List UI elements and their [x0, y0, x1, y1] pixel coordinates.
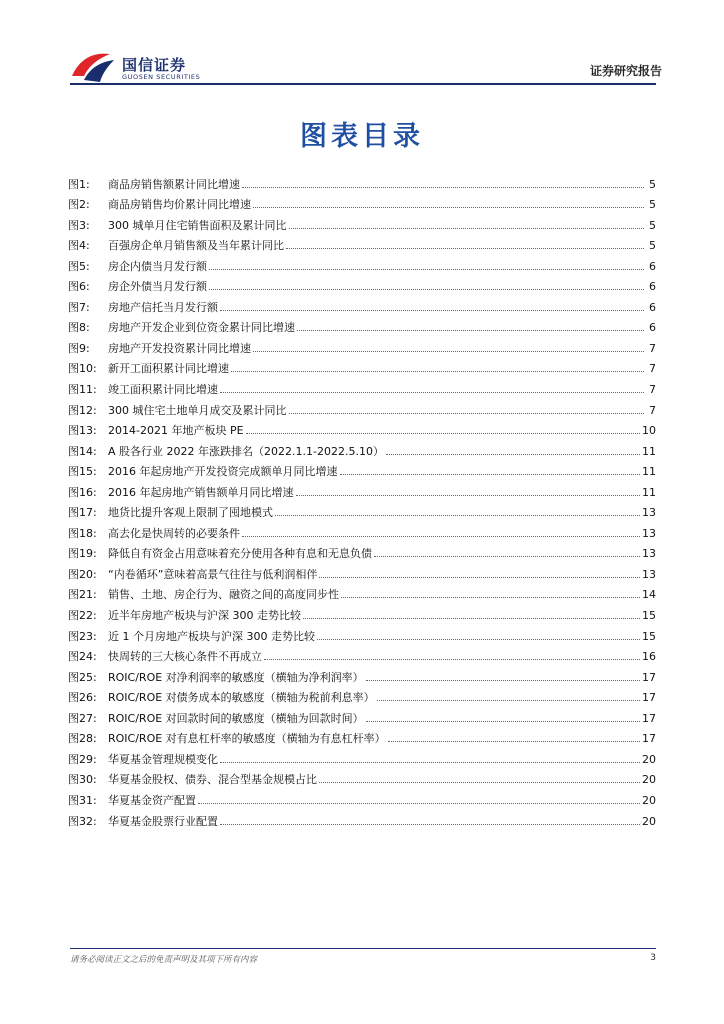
- toc-entry-page: 13: [642, 526, 656, 540]
- toc-entry[interactable]: [68, 478, 656, 499]
- toc-entry-title: 降低自有资金占用意味着充分使用各种有息和无息负债: [108, 547, 372, 561]
- toc-leader-dots: [374, 555, 640, 557]
- toc-leader-dots: [317, 638, 640, 640]
- toc-entry-title: A 股各行业 2022 年涨跌排名（2022.1.1-2022.5.10）: [108, 444, 384, 458]
- toc-entry-page: 7: [649, 341, 656, 355]
- toc-entry-page: 17: [642, 691, 656, 705]
- toc-leader-dots: [253, 350, 644, 352]
- toc-entry-label: 图25:: [68, 670, 97, 684]
- toc-entry[interactable]: [68, 458, 656, 479]
- toc-leader-dots: [286, 247, 644, 249]
- toc-entry[interactable]: [68, 252, 656, 273]
- toc-leader-dots: [340, 473, 641, 475]
- logo-chinese-name: 国信证券: [122, 56, 187, 74]
- toc-entry-title: 房地产开发投资累计同比增速: [108, 341, 251, 355]
- toc-entry[interactable]: [68, 499, 656, 520]
- toc-entry[interactable]: [68, 622, 656, 643]
- toc-entry-label: 图7:: [68, 300, 90, 314]
- toc-entry[interactable]: [68, 437, 656, 458]
- toc-entry-title: 近 1 个月房地产板块与沪深 300 走势比较: [108, 629, 315, 643]
- toc-entry-page: 7: [649, 383, 656, 397]
- toc-entry-title: 商品房销售额累计同比增速: [108, 177, 240, 191]
- toc-entry-title: “内卷循环”意味着高景气往往与低利润相伴: [108, 567, 318, 581]
- company-logo: [70, 50, 210, 86]
- toc-entry-page: 7: [649, 362, 656, 376]
- figure-list: [68, 170, 656, 828]
- toc-leader-dots: [209, 288, 644, 290]
- toc-entry[interactable]: [68, 540, 656, 561]
- toc-entry-title: 新开工面积累计同比增速: [108, 362, 229, 376]
- toc-entry-page: 14: [642, 588, 656, 602]
- toc-leader-dots: [253, 206, 644, 208]
- toc-entry[interactable]: [68, 273, 656, 294]
- toc-leader-dots: [231, 370, 644, 372]
- toc-entry-title: ROIC/ROE 对回款时间的敏感度（横轴为回款时间）: [108, 711, 364, 725]
- toc-entry[interactable]: [68, 807, 656, 828]
- toc-entry-page: 16: [642, 650, 656, 664]
- toc-entry-label: 图4:: [68, 239, 90, 253]
- toc-entry-page: 20: [642, 752, 656, 766]
- toc-entry-page: 11: [642, 465, 656, 479]
- toc-entry[interactable]: [68, 293, 656, 314]
- toc-entry[interactable]: [68, 375, 656, 396]
- toc-leader-dots: [386, 453, 640, 455]
- report-type-label: 证券研究报告: [589, 64, 662, 78]
- toc-entry-label: 图16:: [68, 485, 97, 499]
- toc-leader-dots: [275, 514, 640, 516]
- toc-entry[interactable]: [68, 745, 656, 766]
- toc-entry[interactable]: [68, 191, 656, 212]
- toc-entry[interactable]: [68, 355, 656, 376]
- toc-leader-dots: [297, 329, 644, 331]
- toc-leader-dots: [220, 823, 640, 825]
- page-header: [0, 0, 724, 90]
- toc-entry-title: 2016 年起房地产开发投资完成额单月同比增速: [108, 465, 338, 479]
- toc-leader-dots: [246, 432, 640, 434]
- toc-entry-title: 2016 年起房地产销售额单月同比增速: [108, 485, 294, 499]
- toc-entry-title: 地货比提升客观上限制了囤地模式: [108, 506, 273, 520]
- toc-entry-label: 图31:: [68, 793, 97, 807]
- toc-entry-label: 图17:: [68, 506, 97, 520]
- toc-entry-page: 13: [642, 506, 656, 520]
- toc-entry-label: 图5:: [68, 259, 90, 273]
- toc-leader-dots: [264, 658, 640, 660]
- toc-entry-title: 房地产开发企业到位资金累计同比增速: [108, 321, 295, 335]
- toc-entry-label: 图26:: [68, 691, 97, 705]
- toc-entry-label: 图24:: [68, 650, 97, 664]
- toc-entry-label: 图23:: [68, 629, 97, 643]
- toc-entry[interactable]: [68, 232, 656, 253]
- toc-leader-dots: [289, 412, 645, 414]
- toc-entry-page: 5: [649, 198, 656, 212]
- toc-entry[interactable]: [68, 704, 656, 725]
- toc-entry-title: 华夏基金股权、债券、混合型基金规模占比: [108, 773, 317, 787]
- toc-entry[interactable]: [68, 396, 656, 417]
- toc-entry-page: 5: [649, 239, 656, 253]
- toc-entry-title: 房企内债当月发行额: [108, 259, 207, 273]
- toc-entry[interactable]: [68, 684, 656, 705]
- toc-leader-dots: [296, 494, 641, 496]
- toc-entry-label: 图18:: [68, 526, 97, 540]
- toc-title: 图表目录: [300, 121, 424, 152]
- toc-leader-dots: [366, 679, 640, 681]
- toc-entry-label: 图9:: [68, 341, 90, 355]
- toc-entry-label: 图15:: [68, 465, 97, 479]
- toc-entry[interactable]: [68, 725, 656, 746]
- toc-leader-dots: [366, 720, 640, 722]
- toc-entry[interactable]: [68, 334, 656, 355]
- toc-entry-page: 6: [649, 321, 656, 335]
- toc-leader-dots: [220, 309, 644, 311]
- page-number: 3: [650, 953, 656, 963]
- toc-entry-label: 图8:: [68, 321, 90, 335]
- toc-entry-title: 竣工面积累计同比增速: [108, 383, 218, 397]
- logo-english-name: GUOSEN SECURITIES: [122, 73, 201, 81]
- toc-entry-page: 17: [642, 732, 656, 746]
- toc-entry-page: 6: [649, 259, 656, 273]
- toc-leader-dots: [377, 699, 640, 701]
- toc-leader-dots: [341, 596, 640, 598]
- toc-entry-title: 华夏基金资产配置: [108, 793, 196, 807]
- toc-entry-label: 图2:: [68, 198, 90, 212]
- toc-entry-title: 近半年房地产板块与沪深 300 走势比较: [108, 609, 301, 623]
- toc-leader-dots: [388, 740, 640, 742]
- toc-entry-label: 图30:: [68, 773, 97, 787]
- toc-entry-title: 商品房销售均价累计同比增速: [108, 198, 251, 212]
- toc-entry-page: 5: [649, 218, 656, 232]
- guosen-logo-icon: [70, 50, 116, 84]
- toc-entry[interactable]: [68, 786, 656, 807]
- toc-entry-page: 5: [649, 177, 656, 191]
- toc-entry-page: 10: [642, 424, 656, 438]
- toc-entry-label: 图10:: [68, 362, 97, 376]
- footer-divider: [70, 948, 656, 949]
- toc-entry-title: 华夏基金股票行业配置: [108, 814, 218, 828]
- toc-entry-label: 图22:: [68, 609, 97, 623]
- toc-entry[interactable]: [68, 581, 656, 602]
- toc-leader-dots: [319, 781, 640, 783]
- toc-entry-page: 20: [642, 793, 656, 807]
- toc-entry-title: 高去化是快周转的必要条件: [108, 526, 240, 540]
- toc-leader-dots: [319, 576, 640, 578]
- toc-entry[interactable]: [68, 211, 656, 232]
- toc-entry-page: 15: [642, 629, 656, 643]
- toc-leader-dots: [220, 761, 640, 763]
- toc-entry-page: 11: [642, 444, 656, 458]
- toc-entry[interactable]: [68, 314, 656, 335]
- toc-entry-page: 7: [649, 403, 656, 417]
- toc-entry-label: 图27:: [68, 711, 97, 725]
- toc-entry-page: 17: [642, 711, 656, 725]
- toc-entry-page: 17: [642, 670, 656, 684]
- toc-entry-label: 图14:: [68, 444, 97, 458]
- toc-entry-title: 300 城单月住宅销售面积及累计同比: [108, 218, 287, 232]
- toc-leader-dots: [209, 268, 644, 270]
- toc-entry-title: 房企外债当月发行额: [108, 280, 207, 294]
- toc-entry-page: 20: [642, 773, 656, 787]
- toc-entry-page: 13: [642, 547, 656, 561]
- toc-entry-title: 2014-2021 年地产板块 PE: [108, 424, 244, 438]
- toc-entry-page: 6: [649, 300, 656, 314]
- toc-entry-label: 图29:: [68, 752, 97, 766]
- toc-entry-title: 快周转的三大核心条件不再成立: [108, 650, 262, 664]
- toc-entry-label: 图28:: [68, 732, 97, 746]
- toc-entry[interactable]: [68, 643, 656, 664]
- toc-entry[interactable]: [68, 170, 656, 191]
- toc-entry-title: 销售、土地、房企行为、融资之间的高度同步性: [108, 588, 339, 602]
- toc-entry[interactable]: [68, 417, 656, 438]
- toc-entry-title: 华夏基金管理规模变化: [108, 752, 218, 766]
- toc-entry-title: ROIC/ROE 对债务成本的敏感度（横轴为税前利息率）: [108, 691, 375, 705]
- toc-entry-title: ROIC/ROE 对有息杠杆率的敏感度（横轴为有息杠杆率）: [108, 732, 386, 746]
- toc-entry-label: 图11:: [68, 383, 97, 397]
- toc-entry-label: 图21:: [68, 588, 97, 602]
- toc-entry-label: 图20:: [68, 567, 97, 581]
- toc-entry[interactable]: [68, 560, 656, 581]
- toc-entry-title: 300 城住宅土地单月成交及累计同比: [108, 403, 287, 417]
- toc-leader-dots: [289, 227, 645, 229]
- toc-entry-page: 11: [642, 485, 656, 499]
- header-divider: [70, 83, 656, 85]
- toc-entry-page: 6: [649, 280, 656, 294]
- toc-entry-label: 图32:: [68, 814, 97, 828]
- toc-entry-title: 百强房企单月销售额及当年累计同比: [108, 239, 284, 253]
- toc-entry[interactable]: [68, 601, 656, 622]
- toc-leader-dots: [242, 186, 644, 188]
- toc-entry-page: 15: [642, 609, 656, 623]
- toc-leader-dots: [220, 391, 644, 393]
- toc-entry[interactable]: [68, 519, 656, 540]
- toc-entry[interactable]: [68, 663, 656, 684]
- toc-entry-title: ROIC/ROE 对净利润率的敏感度（横轴为净利润率）: [108, 670, 364, 684]
- toc-leader-dots: [242, 535, 640, 537]
- toc-entry-label: 图19:: [68, 547, 97, 561]
- toc-entry-label: 图13:: [68, 424, 97, 438]
- toc-entry[interactable]: [68, 766, 656, 787]
- toc-entry-title: 房地产信托当月发行额: [108, 300, 218, 314]
- toc-entry-page: 20: [642, 814, 656, 828]
- toc-entry-label: 图12:: [68, 403, 97, 417]
- toc-entry-label: 图3:: [68, 218, 90, 232]
- toc-entry-page: 13: [642, 567, 656, 581]
- toc-entry-label: 图1:: [68, 177, 90, 191]
- disclaimer-note: 请务必阅读正文之后的免责声明及其项下所有内容: [70, 955, 258, 965]
- toc-leader-dots: [303, 617, 640, 619]
- toc-leader-dots: [198, 802, 640, 804]
- toc-entry-label: 图6:: [68, 280, 90, 294]
